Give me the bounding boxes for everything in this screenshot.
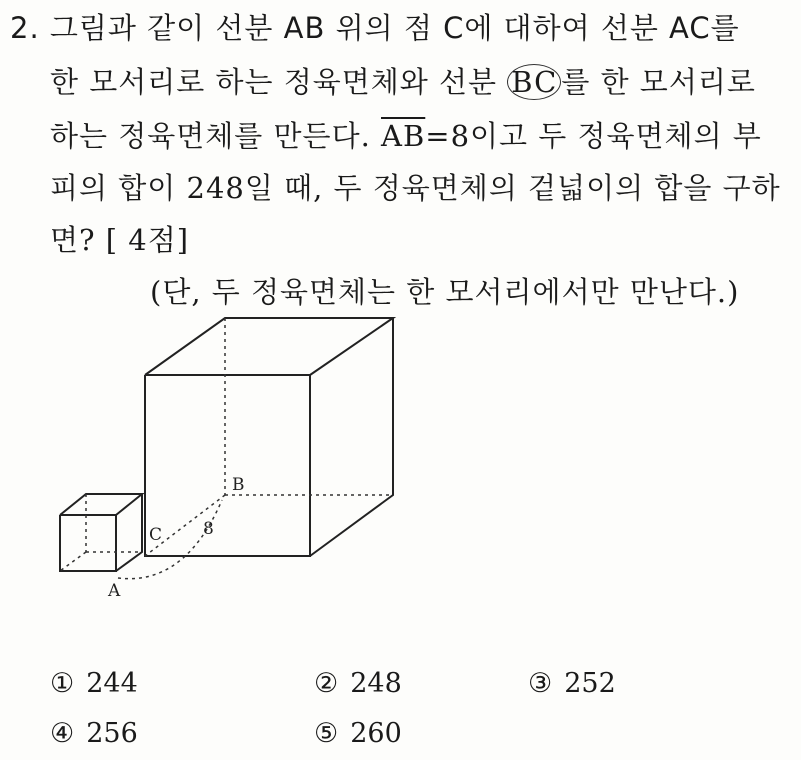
length-label: 8 [203, 519, 214, 539]
choice-5[interactable] [314, 718, 402, 749]
choice-2[interactable] [314, 668, 402, 699]
problem-number: 2. [10, 11, 40, 45]
point-a-label: A [108, 581, 121, 601]
problem-text-3b: =8이고 두 정육면체의 부 [425, 119, 762, 153]
choice-4-mark: ④ [50, 718, 75, 749]
choice-1-mark: ① [50, 668, 75, 699]
small-cube-front-face [60, 515, 116, 571]
problem-text-4: 피의 합이 248일 때, 두 정육면체의 겉넓이의 합을 구하 [50, 171, 781, 205]
ab-length-arc [118, 500, 222, 579]
problem-text-1: 그림과 같이 선분 AB 위의 점 C에 대하여 선분 AC를 [49, 11, 740, 45]
large-cube-right-edges [310, 318, 393, 556]
problem-text-3a: 하는 정육면체를 만든다. [50, 119, 371, 153]
choice-1[interactable] [50, 668, 138, 699]
point-b-label: B [232, 475, 245, 495]
problem-note-text: (단, 두 정육면체는 한 모서리에서만 만난다.) [150, 275, 740, 309]
large-cube [145, 318, 393, 556]
choice-5-mark: ⑤ [314, 718, 339, 749]
small-cube [60, 494, 142, 571]
choice-3-mark: ③ [528, 668, 553, 699]
problem-text-5: 면? [ 4점] [50, 223, 190, 257]
problem-text-2a: 한 모서리로 하는 정육면체와 선분 [50, 65, 498, 99]
problem-text-2b: 를 한 모서리로 [561, 65, 756, 99]
choice-4[interactable] [50, 718, 138, 749]
segment-bc-circled: BC [507, 64, 561, 100]
small-cube-hidden-diagonal [60, 552, 86, 571]
large-cube-hidden [145, 318, 393, 556]
large-cube-top-edges [145, 318, 393, 375]
choice-3[interactable] [528, 668, 616, 699]
small-cube-top-edges [60, 494, 142, 515]
point-c-label: C [149, 525, 163, 545]
choice-5-value: 260 [350, 718, 402, 749]
segment-ab-overline: $\overline{AB}$ [381, 119, 426, 153]
large-cube-front-face [145, 375, 310, 556]
choice-3-value: 252 [564, 668, 616, 699]
choice-4-value: 256 [86, 718, 138, 749]
choice-2-mark: ② [314, 668, 339, 699]
choice-2-value: 248 [350, 668, 402, 699]
choice-1-value: 244 [86, 668, 138, 699]
